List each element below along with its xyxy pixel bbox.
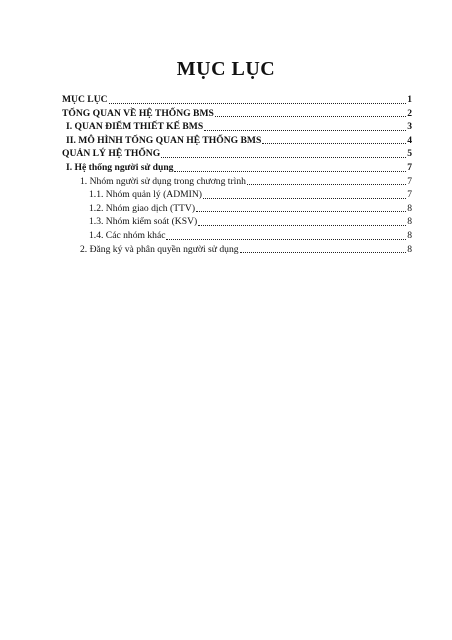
toc-entry-page: 1	[407, 94, 412, 105]
toc-entry[interactable]	[62, 93, 412, 107]
toc-leader-dots	[247, 184, 406, 185]
toc-entry-label: I. QUAN ĐIỂM THIẾT KẾ BMS	[66, 121, 204, 133]
toc-entry-label: 1.4. Các nhóm khác	[89, 229, 166, 241]
toc-leader-dots	[198, 225, 406, 226]
toc-entry-label: 1. Nhóm người sử dụng trong chương trình	[80, 175, 246, 187]
toc-leader-dots	[161, 157, 406, 158]
toc-entry-page: 8	[407, 243, 412, 255]
toc-entry-label: TỔNG QUAN VỀ HỆ THỐNG BMS	[62, 107, 214, 119]
page-title: MỤC LỤC	[176, 58, 276, 80]
toc-entry-page: 7	[407, 175, 412, 187]
toc-leader-dots	[262, 143, 406, 144]
toc-leader-dots	[204, 130, 406, 131]
toc-entry[interactable]	[62, 147, 412, 161]
toc-entry[interactable]	[62, 229, 412, 243]
toc-entry[interactable]	[62, 188, 412, 202]
toc-entry-page: 8	[407, 229, 412, 241]
toc-entry-label: QUẢN LÝ HỆ THỐNG	[62, 148, 161, 160]
toc-entry-page: 5	[407, 148, 412, 160]
toc-entry-page: 4	[407, 134, 412, 146]
toc-entry[interactable]	[62, 120, 412, 134]
table-of-contents	[62, 93, 412, 256]
toc-leader-dots	[174, 171, 406, 172]
toc-leader-dots	[215, 116, 406, 117]
toc-entry-page: 3	[407, 121, 412, 133]
toc-leader-dots	[240, 252, 407, 253]
toc-entry-label: II. MÔ HÌNH TỔNG QUAN HỆ THỐNG BMS	[66, 134, 262, 146]
toc-entry-page: 2	[407, 107, 412, 119]
toc-entry-label: I. Hệ thống người sử dụng	[66, 161, 174, 173]
toc-entry-page: 8	[407, 216, 412, 228]
toc-leader-dots	[196, 211, 406, 212]
toc-leader-dots	[203, 198, 406, 199]
toc-entry-label: 1.3. Nhóm kiểm soát (KSV)	[89, 216, 198, 228]
toc-entry[interactable]	[62, 107, 412, 121]
toc-entry[interactable]	[62, 134, 412, 148]
toc-entry-label: MỤC LỤC	[62, 94, 108, 105]
toc-entry-label: 1.2. Nhóm giao dịch (TTV)	[89, 202, 196, 214]
toc-entry-page: 7	[407, 189, 412, 201]
toc-entry-page: 7	[407, 161, 412, 173]
toc-entry-page: 8	[407, 202, 412, 214]
toc-leader-dots	[109, 103, 407, 104]
toc-entry-label: 2. Đăng ký và phân quyền người sử dụng	[80, 243, 239, 255]
toc-entry[interactable]	[62, 175, 412, 189]
toc-leader-dots	[166, 239, 406, 240]
toc-entry[interactable]	[62, 243, 412, 257]
toc-entry-label: 1.1. Nhóm quản lý (ADMIN)	[89, 189, 202, 201]
toc-entry[interactable]	[62, 161, 412, 175]
toc-entry[interactable]	[62, 202, 412, 216]
toc-entry[interactable]	[62, 215, 412, 229]
